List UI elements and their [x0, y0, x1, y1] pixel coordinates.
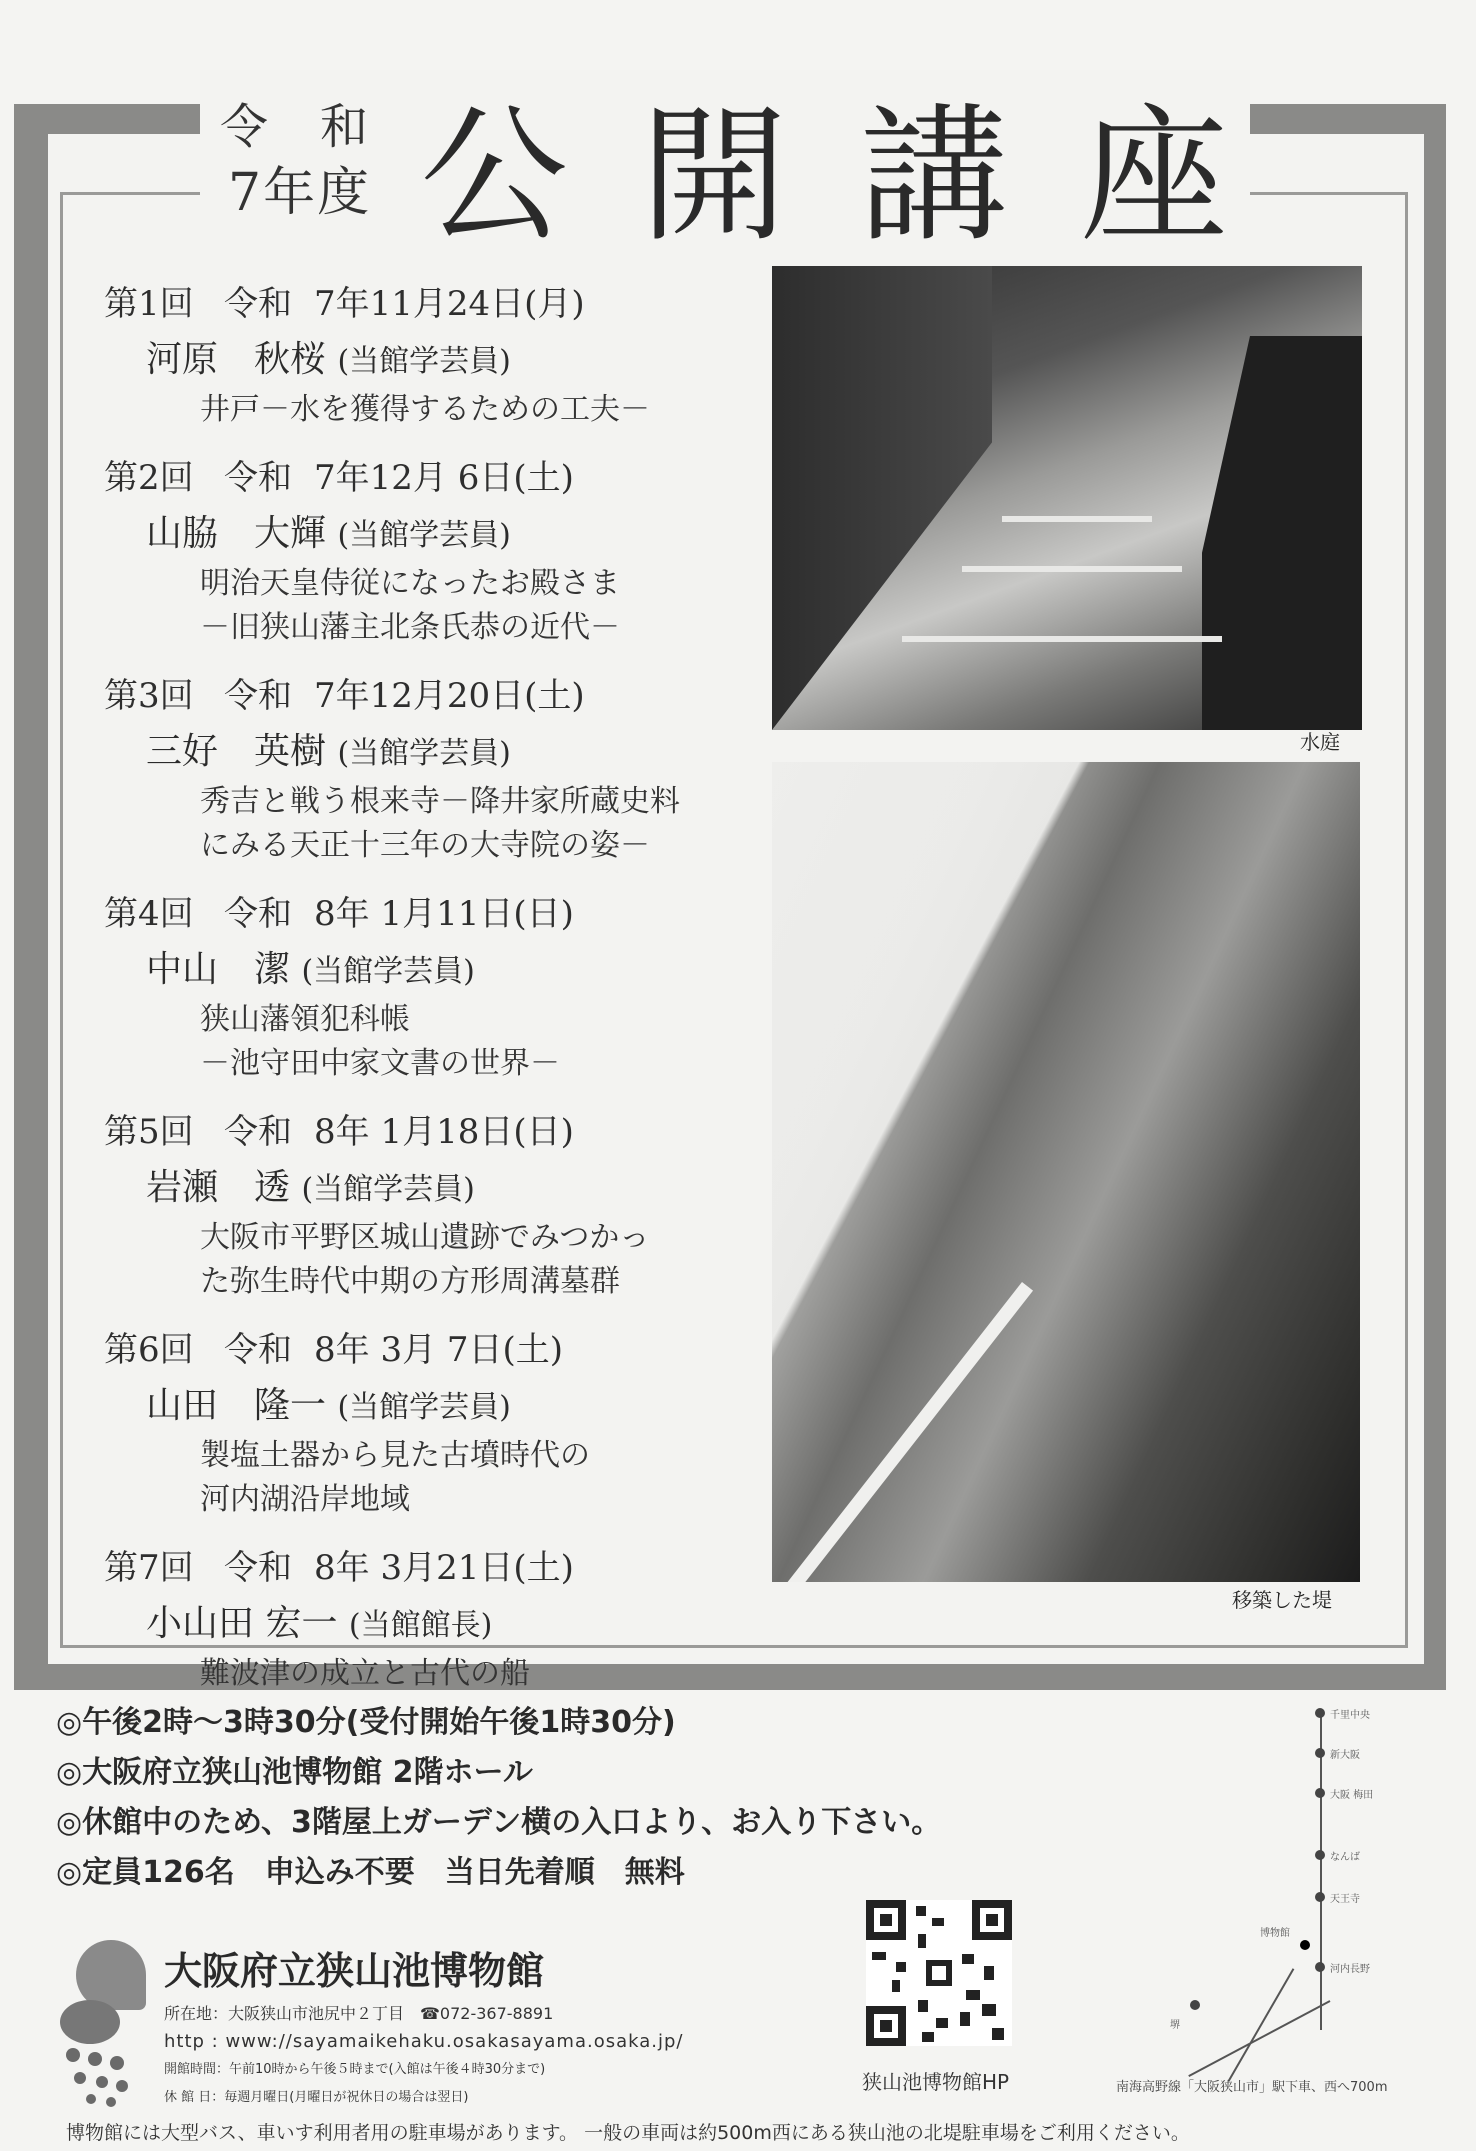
lecture-date-line	[104, 886, 764, 935]
map-rail-line	[1320, 1710, 1322, 2030]
lecture-speaker-line	[146, 1595, 764, 1646]
lecture-date-line	[104, 450, 764, 499]
museum-logo-icon	[56, 1940, 146, 2110]
lecture-number: 第3回	[104, 676, 194, 716]
lecture-date: 7年12月20日(土)	[314, 676, 585, 716]
era-label-rei: 令	[220, 99, 271, 155]
lecture-topic: 大阪市平野区城山遺跡でみつかっ た弥生時代中期の方形周溝墓群	[200, 1220, 650, 1299]
photo-step	[902, 636, 1222, 642]
museum-closed-days: 休 館 日：毎週月曜日(月曜日が祝休日の場合は翌日)	[164, 2090, 469, 2105]
photo-step	[1002, 516, 1152, 522]
lecture-topic: 井戸－水を獲得するための工夫－	[200, 392, 650, 427]
lecture-number: 第4回	[104, 894, 194, 934]
info-time: ◎午後2時～3時30分(受付開始午後1時30分)	[56, 1705, 676, 1740]
lecture-item	[104, 668, 764, 868]
lecture-number: 第2回	[104, 458, 194, 498]
lecture-item	[104, 886, 764, 1086]
lecture-number: 第5回	[104, 1112, 194, 1152]
event-info	[56, 1698, 941, 1898]
lecture-date-line	[104, 276, 764, 325]
lecture-date: 7年11月24日(月)	[314, 284, 585, 324]
museum-url[interactable]: http : www://sayamaikehaku.osakasayama.osaka.jp/	[164, 2031, 684, 2052]
map-museum-label: 博物館	[1260, 1928, 1290, 1939]
museum-hours: 開館時間：午前10時から午後５時まで(入館は午後４時30分まで)	[164, 2062, 546, 2077]
lecture-topic: 狭山藩領犯科帳 －池守田中家文書の世界－	[200, 1002, 560, 1081]
photo-caption-water-garden: 水庭	[1300, 730, 1340, 754]
lecture-date-line	[104, 1322, 764, 1371]
map-station-label: なんば	[1330, 1852, 1360, 1863]
title-char-1: 公	[420, 90, 568, 262]
map-station-label: 河内長野	[1330, 1964, 1370, 1975]
parking-note: 博物館には大型バス、車いす利用者用の駐車場があります。 一般の車両は約500m西にある狭山池の北堤駐車場をご利用ください。	[66, 2122, 1190, 2144]
lecture-list	[104, 276, 764, 1714]
map-station-label: 新大阪	[1330, 1750, 1360, 1761]
speaker-role: (当館学芸員)	[337, 1390, 511, 1425]
map-rail-line	[1188, 2000, 1330, 2077]
qr-code-icon[interactable]	[866, 1900, 1012, 2046]
map-station	[1315, 1850, 1325, 1860]
lecture-era: 令和	[224, 676, 292, 716]
lecture-number: 第1回	[104, 284, 194, 324]
speaker-role: (当館館長)	[348, 1608, 493, 1643]
lecture-number: 第7回	[104, 1548, 194, 1588]
speaker-name: 岩瀬 透	[146, 1167, 291, 1208]
lecture-item	[104, 1322, 764, 1522]
photo-caption-embankment: 移築した堤	[1232, 1588, 1332, 1612]
qr-label: 狭山池博物館HP	[862, 2070, 1010, 2094]
speaker-name: 山田 隆一	[146, 1385, 327, 1426]
access-map	[1110, 1700, 1450, 2100]
museum-details	[164, 2000, 684, 2112]
lecture-topic: 難波津の成立と古代の船	[200, 1656, 530, 1691]
lecture-date-line	[104, 1540, 764, 1589]
photo-step	[962, 566, 1182, 572]
map-station	[1315, 1788, 1325, 1798]
lecture-era: 令和	[224, 1112, 292, 1152]
speaker-name: 山脇 大輝	[146, 513, 327, 554]
lecture-era: 令和	[224, 1548, 292, 1588]
speaker-name: 小山田 宏一	[146, 1603, 338, 1644]
lecture-date: 7年12月 6日(土)	[314, 458, 574, 498]
speaker-role: (当館学芸員)	[337, 518, 511, 553]
lecture-item	[104, 450, 764, 650]
info-entrance: ◎休館中のため、3階屋上ガーデン横の入口より、お入り下さい。	[56, 1805, 942, 1840]
speaker-role: (当館学芸員)	[301, 1172, 475, 1207]
lecture-item	[104, 1540, 764, 1696]
water-garden-photo	[772, 266, 1362, 730]
info-capacity: ◎定員126名 申込み不要 当日先着順 無料	[56, 1855, 685, 1890]
museum-name: 大阪府立狭山池博物館	[164, 1949, 545, 1993]
lecture-item	[104, 276, 764, 432]
photo-wall-left	[772, 266, 992, 730]
lecture-speaker-line	[146, 941, 764, 992]
fiscal-year-label: 7年度	[228, 163, 372, 223]
lecture-speaker-line	[146, 1377, 764, 1428]
speaker-name: 河原 秋桜	[146, 339, 327, 380]
lecture-date: 8年 3月 7日(土)	[314, 1330, 564, 1370]
lecture-speaker-line	[146, 331, 764, 382]
map-museum-marker	[1300, 1940, 1310, 1950]
museum-address: 所在地：大阪狭山市池尻中２丁目 ☎072-367-8891	[164, 2004, 554, 2023]
info-venue: ◎大阪府立狭山池博物館 2階ホール	[56, 1755, 533, 1790]
map-station-label: 大阪 梅田	[1330, 1790, 1374, 1801]
speaker-name: 中山 潔	[146, 949, 291, 990]
lecture-item	[104, 1104, 764, 1304]
map-station	[1190, 2000, 1200, 2010]
lecture-date: 8年 1月18日(日)	[314, 1112, 574, 1152]
lecture-era: 令和	[224, 458, 292, 498]
lecture-date: 8年 1月11日(日)	[314, 894, 574, 934]
lecture-topic: 明治天皇侍従になったお殿さま －旧狭山藩主北条氏恭の近代－	[200, 566, 620, 645]
map-station-label: 堺	[1170, 2020, 1180, 2031]
title-char-4: 座	[1080, 90, 1228, 262]
photo-wall-right	[1202, 336, 1362, 730]
speaker-role: (当館学芸員)	[337, 344, 511, 379]
map-station	[1315, 1708, 1325, 1718]
lecture-era: 令和	[224, 894, 292, 934]
relocated-embankment-photo	[772, 762, 1360, 1582]
speaker-role: (当館学芸員)	[337, 736, 511, 771]
speaker-name: 三好 英樹	[146, 731, 327, 772]
lecture-number: 第6回	[104, 1330, 194, 1370]
map-station	[1315, 1962, 1325, 1972]
lecture-speaker-line	[146, 723, 764, 774]
lecture-topic: 秀吉と戦う根来寺－降井家所蔵史料 にみる天正十三年の大寺院の姿－	[200, 784, 680, 863]
lecture-date: 8年 3月21日(土)	[314, 1548, 574, 1588]
map-station	[1315, 1748, 1325, 1758]
speaker-role: (当館学芸員)	[301, 954, 475, 989]
title-char-2: 開	[640, 90, 788, 262]
title-char-3: 講	[860, 90, 1008, 262]
map-station	[1315, 1892, 1325, 1902]
lecture-era: 令和	[224, 1330, 292, 1370]
map-access-note: 南海高野線「大阪狭山市」駅下車、西へ700m	[1116, 2080, 1388, 2095]
map-station-label: 千里中央	[1330, 1710, 1370, 1721]
lecture-speaker-line	[146, 1159, 764, 1210]
lecture-era: 令和	[224, 284, 292, 324]
lecture-speaker-line	[146, 505, 764, 556]
lecture-date-line	[104, 668, 764, 717]
era-label-wa: 和	[320, 99, 371, 155]
lecture-topic: 製塩土器から見た古墳時代の 河内湖沿岸地域	[200, 1438, 590, 1517]
photo-beam	[772, 762, 1360, 1582]
map-station-label: 天王寺	[1330, 1894, 1360, 1905]
lecture-date-line	[104, 1104, 764, 1153]
